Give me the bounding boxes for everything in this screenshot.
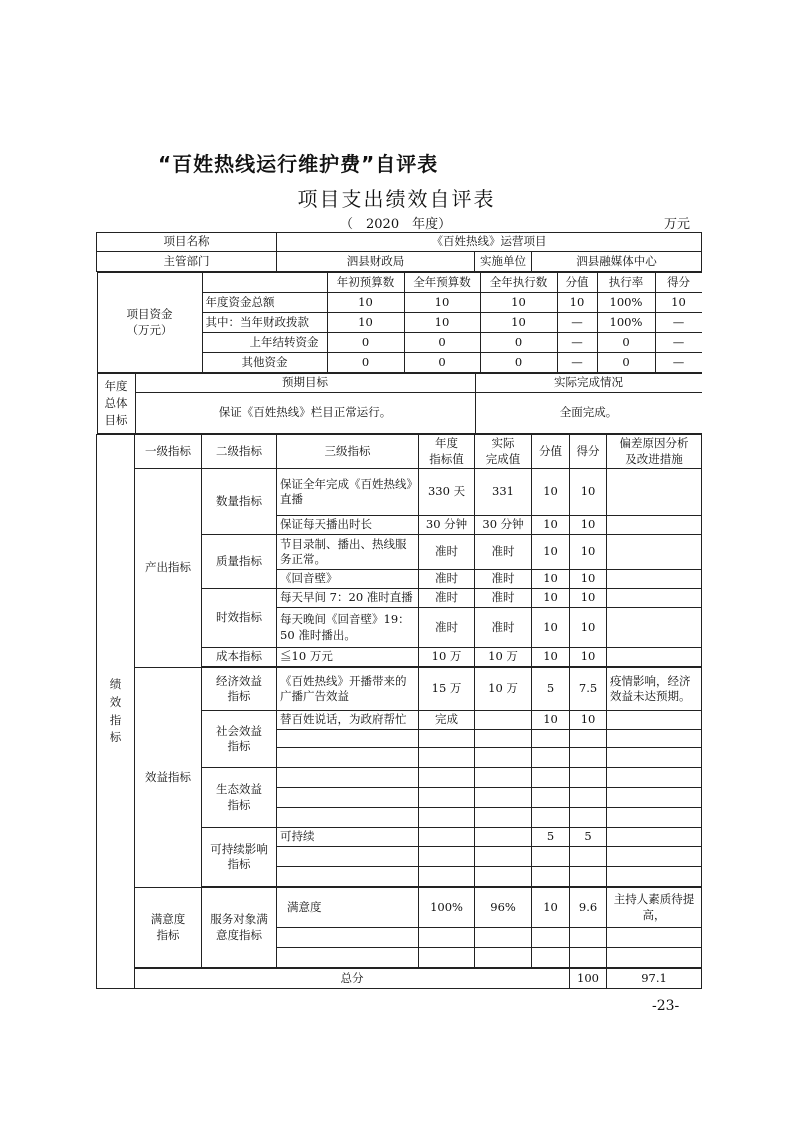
funds-cell: 100% — [597, 293, 655, 313]
goals-block — [97, 373, 702, 435]
indicator-points: 10 — [532, 469, 570, 516]
funds-cell: 10 — [327, 313, 404, 333]
economic-indicator-label: 经济效益 指标 — [202, 668, 277, 711]
document-title: “百姓热线运行维护费”自评表 — [158, 152, 439, 176]
indicator-target: 100% — [419, 888, 475, 928]
score-header: 得分 — [570, 435, 607, 469]
indicator-row — [97, 888, 702, 928]
funds-cell: 0 — [404, 353, 480, 373]
indicator-target: 准时 — [419, 535, 475, 570]
funds-label: 项目资金 （万元） — [97, 273, 202, 373]
level3-header: 三级指标 — [277, 435, 419, 469]
project-name-label: 项目名称 — [97, 233, 277, 252]
funds-header-score: 得分 — [655, 273, 702, 293]
funds-cell: 0 — [327, 353, 404, 373]
implementer-label: 实施单位 — [475, 252, 532, 272]
indicator-name: 替百姓说话，为政府帮忙 — [277, 711, 419, 730]
project-name-row — [97, 233, 702, 252]
page-number: -23- — [652, 998, 680, 1014]
indicator-name: 每天早间 7：20 准时直播 — [277, 589, 419, 608]
expected-goal: 保证《百姓热线》栏目正常运行。 — [135, 393, 475, 434]
indicator-target: 准时 — [419, 570, 475, 589]
indicator-target — [419, 828, 475, 847]
indicator-target: 15 万 — [419, 668, 475, 711]
indicator-score: 10 — [570, 570, 607, 589]
indicator-target: 30 分钟 — [419, 516, 475, 535]
total-score: 97.1 — [607, 969, 702, 989]
funds-cell: 10 — [404, 313, 480, 333]
indicator-reason — [607, 469, 702, 516]
project-name-value: 《百姓热线》运营项目 — [277, 233, 702, 252]
funds-cell: — — [557, 353, 597, 373]
indicator-points: 10 — [532, 516, 570, 535]
funds-cell: — — [655, 353, 702, 373]
funds-cell: 0 — [404, 333, 480, 353]
indicator-name: 《回音壁》 — [277, 570, 419, 589]
indicator-score: 5 — [570, 828, 607, 847]
indicator-name: 可持续 — [277, 828, 419, 847]
indicator-row — [97, 469, 702, 516]
indicator-actual: 30 分钟 — [475, 516, 532, 535]
indicator-points: 5 — [532, 828, 570, 847]
funds-cell: 10 — [480, 313, 557, 333]
funds-cell: 0 — [597, 353, 655, 373]
funds-cell: — — [557, 333, 597, 353]
indicator-actual — [475, 828, 532, 847]
department-label: 主管部门 — [97, 252, 277, 272]
funds-cell: 0 — [480, 353, 557, 373]
funds-block — [97, 272, 702, 374]
indicator-name: 保证全年完成《百姓热线》直播 — [277, 469, 419, 516]
indicator-header-row — [97, 435, 702, 469]
actual-goal: 全面完成。 — [475, 393, 702, 434]
indicator-name: 保证每天播出时长 — [277, 516, 419, 535]
funds-header-initial: 年初预算数 — [327, 273, 404, 293]
indicator-actual: 331 — [475, 469, 532, 516]
funds-header-rate: 执行率 — [597, 273, 655, 293]
eco-indicator-label: 生态效益 指标 — [202, 768, 277, 828]
indicator-reason — [607, 589, 702, 608]
funds-cell: — — [655, 313, 702, 333]
indicator-points: 10 — [532, 888, 570, 928]
indicator-actual: 10 万 — [475, 648, 532, 667]
indicator-points: 10 — [532, 711, 570, 730]
cost-indicator-label: 成本指标 — [202, 648, 277, 667]
indicator-target: 准时 — [419, 608, 475, 648]
social-indicator-label: 社会效益 指标 — [202, 711, 277, 768]
indicator-score: 10 — [570, 648, 607, 667]
indicator-points: 10 — [532, 589, 570, 608]
indicator-actual: 准时 — [475, 570, 532, 589]
indicator-actual: 96% — [475, 888, 532, 928]
indicator-actual: 10 万 — [475, 668, 532, 711]
indicator-score: 9.6 — [570, 888, 607, 928]
indicator-target: 准时 — [419, 589, 475, 608]
indicator-points: 10 — [532, 535, 570, 570]
indicator-reason — [607, 535, 702, 570]
total-row — [97, 969, 702, 989]
currency-unit: 万元 — [664, 217, 691, 232]
indicator-actual — [475, 711, 532, 730]
indicator-target: 330 天 — [419, 469, 475, 516]
indicator-reason — [607, 711, 702, 730]
indicator-score: 10 — [570, 711, 607, 730]
level1-header: 一级指标 — [135, 435, 202, 469]
indicator-actual: 准时 — [475, 608, 532, 648]
funds-cell: 0 — [597, 333, 655, 353]
points-header: 分值 — [532, 435, 570, 469]
funds-cell: 10 — [480, 293, 557, 313]
department-row — [97, 252, 702, 272]
funds-header-points: 分值 — [557, 273, 597, 293]
indicator-reason — [607, 516, 702, 535]
funds-row-label: 年度资金总额 — [202, 293, 327, 313]
implementer-value: 泗县融媒体中心 — [532, 252, 702, 272]
indicator-score: 10 — [570, 516, 607, 535]
funds-cell: 10 — [404, 293, 480, 313]
indicator-points: 10 — [532, 570, 570, 589]
actual-header: 实际 完成值 — [475, 435, 532, 469]
indicator-name: 每天晚间《回音壁》19：50 准时播出。 — [277, 608, 419, 648]
funds-row-label: 其他资金 — [202, 353, 327, 373]
indicator-actual: 准时 — [475, 589, 532, 608]
indicator-score: 10 — [570, 608, 607, 648]
funds-cell: 10 — [327, 293, 404, 313]
target-header: 年度 指标值 — [419, 435, 475, 469]
level2-header: 二级指标 — [202, 435, 277, 469]
indicator-target: 10 万 — [419, 648, 475, 667]
indicators-label: 绩 效 指 标 — [97, 435, 135, 989]
indicator-target: 完成 — [419, 711, 475, 730]
indicator-actual: 准时 — [475, 535, 532, 570]
expected-goal-header: 预期目标 — [135, 374, 475, 393]
indicator-reason — [607, 828, 702, 847]
indicator-score: 10 — [570, 535, 607, 570]
indicator-reason: 疫情影响，经济效益未达预期。 — [607, 668, 702, 711]
service-satisfaction-label: 服务对象满 意度指标 — [202, 888, 277, 968]
funds-cell: 0 — [327, 333, 404, 353]
indicator-reason — [607, 570, 702, 589]
quality-indicator-label: 质量指标 — [202, 535, 277, 589]
funds-row-label: 其中：当年财政拨款 — [202, 313, 327, 333]
timeliness-indicator-label: 时效指标 — [202, 589, 277, 648]
satisfaction-indicator-label: 满意度 指标 — [135, 888, 202, 968]
total-label: 总分 — [135, 969, 570, 989]
funds-cell: 10 — [655, 293, 702, 313]
output-indicator-label: 产出指标 — [135, 469, 202, 668]
indicator-name: 《百姓热线》开播带来的广播广告效益 — [277, 668, 419, 711]
indicator-name: 满意度 — [277, 888, 419, 928]
department-value: 泗县财政局 — [277, 252, 475, 272]
benefit-indicator-label: 效益指标 — [135, 668, 202, 888]
funds-cell: — — [655, 333, 702, 353]
indicator-points: 10 — [532, 608, 570, 648]
indicator-score: 10 — [570, 589, 607, 608]
indicator-row — [97, 668, 702, 711]
funds-cell: 100% — [597, 313, 655, 333]
quantity-indicator-label: 数量指标 — [202, 469, 277, 535]
funds-cell: — — [557, 313, 597, 333]
actual-goal-header: 实际完成情况 — [475, 374, 702, 393]
indicator-reason — [607, 648, 702, 667]
funds-cell: 10 — [557, 293, 597, 313]
fiscal-year: （ 2020 年度） — [340, 217, 452, 232]
funds-header-executed: 全年执行数 — [480, 273, 557, 293]
goals-label: 年度 总体 目标 — [97, 374, 135, 434]
indicator-name: ≦10 万元 — [277, 648, 419, 667]
indicator-reason: 主持人素质待提高， — [607, 888, 702, 928]
indicator-points: 5 — [532, 668, 570, 711]
reason-header: 偏差原因分析 及改进措施 — [607, 435, 702, 469]
sustainability-indicator-label: 可持续影响 指标 — [202, 828, 277, 887]
indicator-name: 节目录制、播出、热线服务正常。 — [277, 535, 419, 570]
indicator-score: 10 — [570, 469, 607, 516]
funds-cell: 0 — [480, 333, 557, 353]
performance-table — [96, 232, 702, 989]
funds-row-label: 上年结转资金 — [202, 333, 327, 353]
funds-header-annual: 全年预算数 — [404, 273, 480, 293]
total-points: 100 — [570, 969, 607, 989]
indicator-points: 10 — [532, 648, 570, 667]
indicator-score: 7.5 — [570, 668, 607, 711]
table-title: 项目支出绩效自评表 — [297, 187, 496, 211]
indicator-reason — [607, 608, 702, 648]
